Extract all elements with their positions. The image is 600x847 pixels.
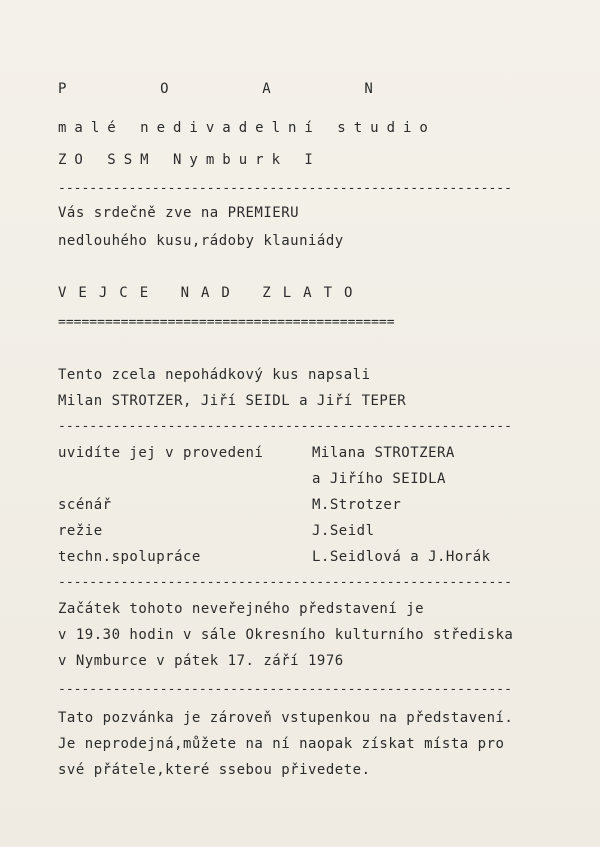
invitation-line-2: nedlouhého kusu,rádoby klauniády xyxy=(58,233,344,249)
credit-value-technical: L.Seidlová a J.Horák xyxy=(312,549,491,565)
venue-line-1: Začátek tohoto neveřejného představení je xyxy=(58,601,425,617)
dash-separator-3: ---------------------------------------------------------- xyxy=(58,576,512,589)
dash-separator-4: ---------------------------------------------------------- xyxy=(58,683,512,696)
play-title: VEJCE NAD ZLATO xyxy=(58,285,365,301)
credit-value-script: M.Strotzer xyxy=(312,497,402,513)
invitation-line-1: Vás srdečně zve na PREMIERU xyxy=(58,205,300,221)
credit-label-script: scénář xyxy=(58,497,112,513)
double-separator: =========================================== xyxy=(58,316,395,329)
credit-label-performance: uvidíte jej v provedení xyxy=(58,445,264,461)
venue-line-2: v 19.30 hodin v sále Okresního kulturního střediska xyxy=(58,627,514,643)
organization-line: ZO SSM Nymburk I xyxy=(58,152,321,168)
credit-value-performance: Milana STROTZERA xyxy=(312,445,455,461)
footer-line-3: své přátele,které ssebou přivedete. xyxy=(58,762,371,778)
footer-line-1: Tato pozvánka je zároveň vstupenkou na představení. xyxy=(58,710,514,726)
authors-line-2: Milan STROTZER, Jiří SEIDL a Jiří TEPER xyxy=(58,393,407,409)
dash-separator-2: ---------------------------------------------------------- xyxy=(58,420,512,433)
credit-value-performance-2: a Jiřího SEIDLA xyxy=(312,471,446,487)
venue-line-3: v Nymburce v pátek 17. září 1976 xyxy=(58,653,344,669)
credit-value-direction: J.Seidl xyxy=(312,523,375,539)
dash-separator-1: ---------------------------------------------------------- xyxy=(58,182,512,195)
credit-label-technical: techn.spolupráce xyxy=(58,549,201,565)
authors-line-1: Tento zcela nepohádkový kus napsali xyxy=(58,367,371,383)
footer-line-2: Je neprodejná,můžete na ní naopak získat místa pro xyxy=(58,736,505,752)
credit-label-direction: režie xyxy=(58,523,103,539)
studio-subtitle: malé nedivadelní studio xyxy=(58,120,436,136)
poan-heading: P O A N xyxy=(58,81,385,97)
